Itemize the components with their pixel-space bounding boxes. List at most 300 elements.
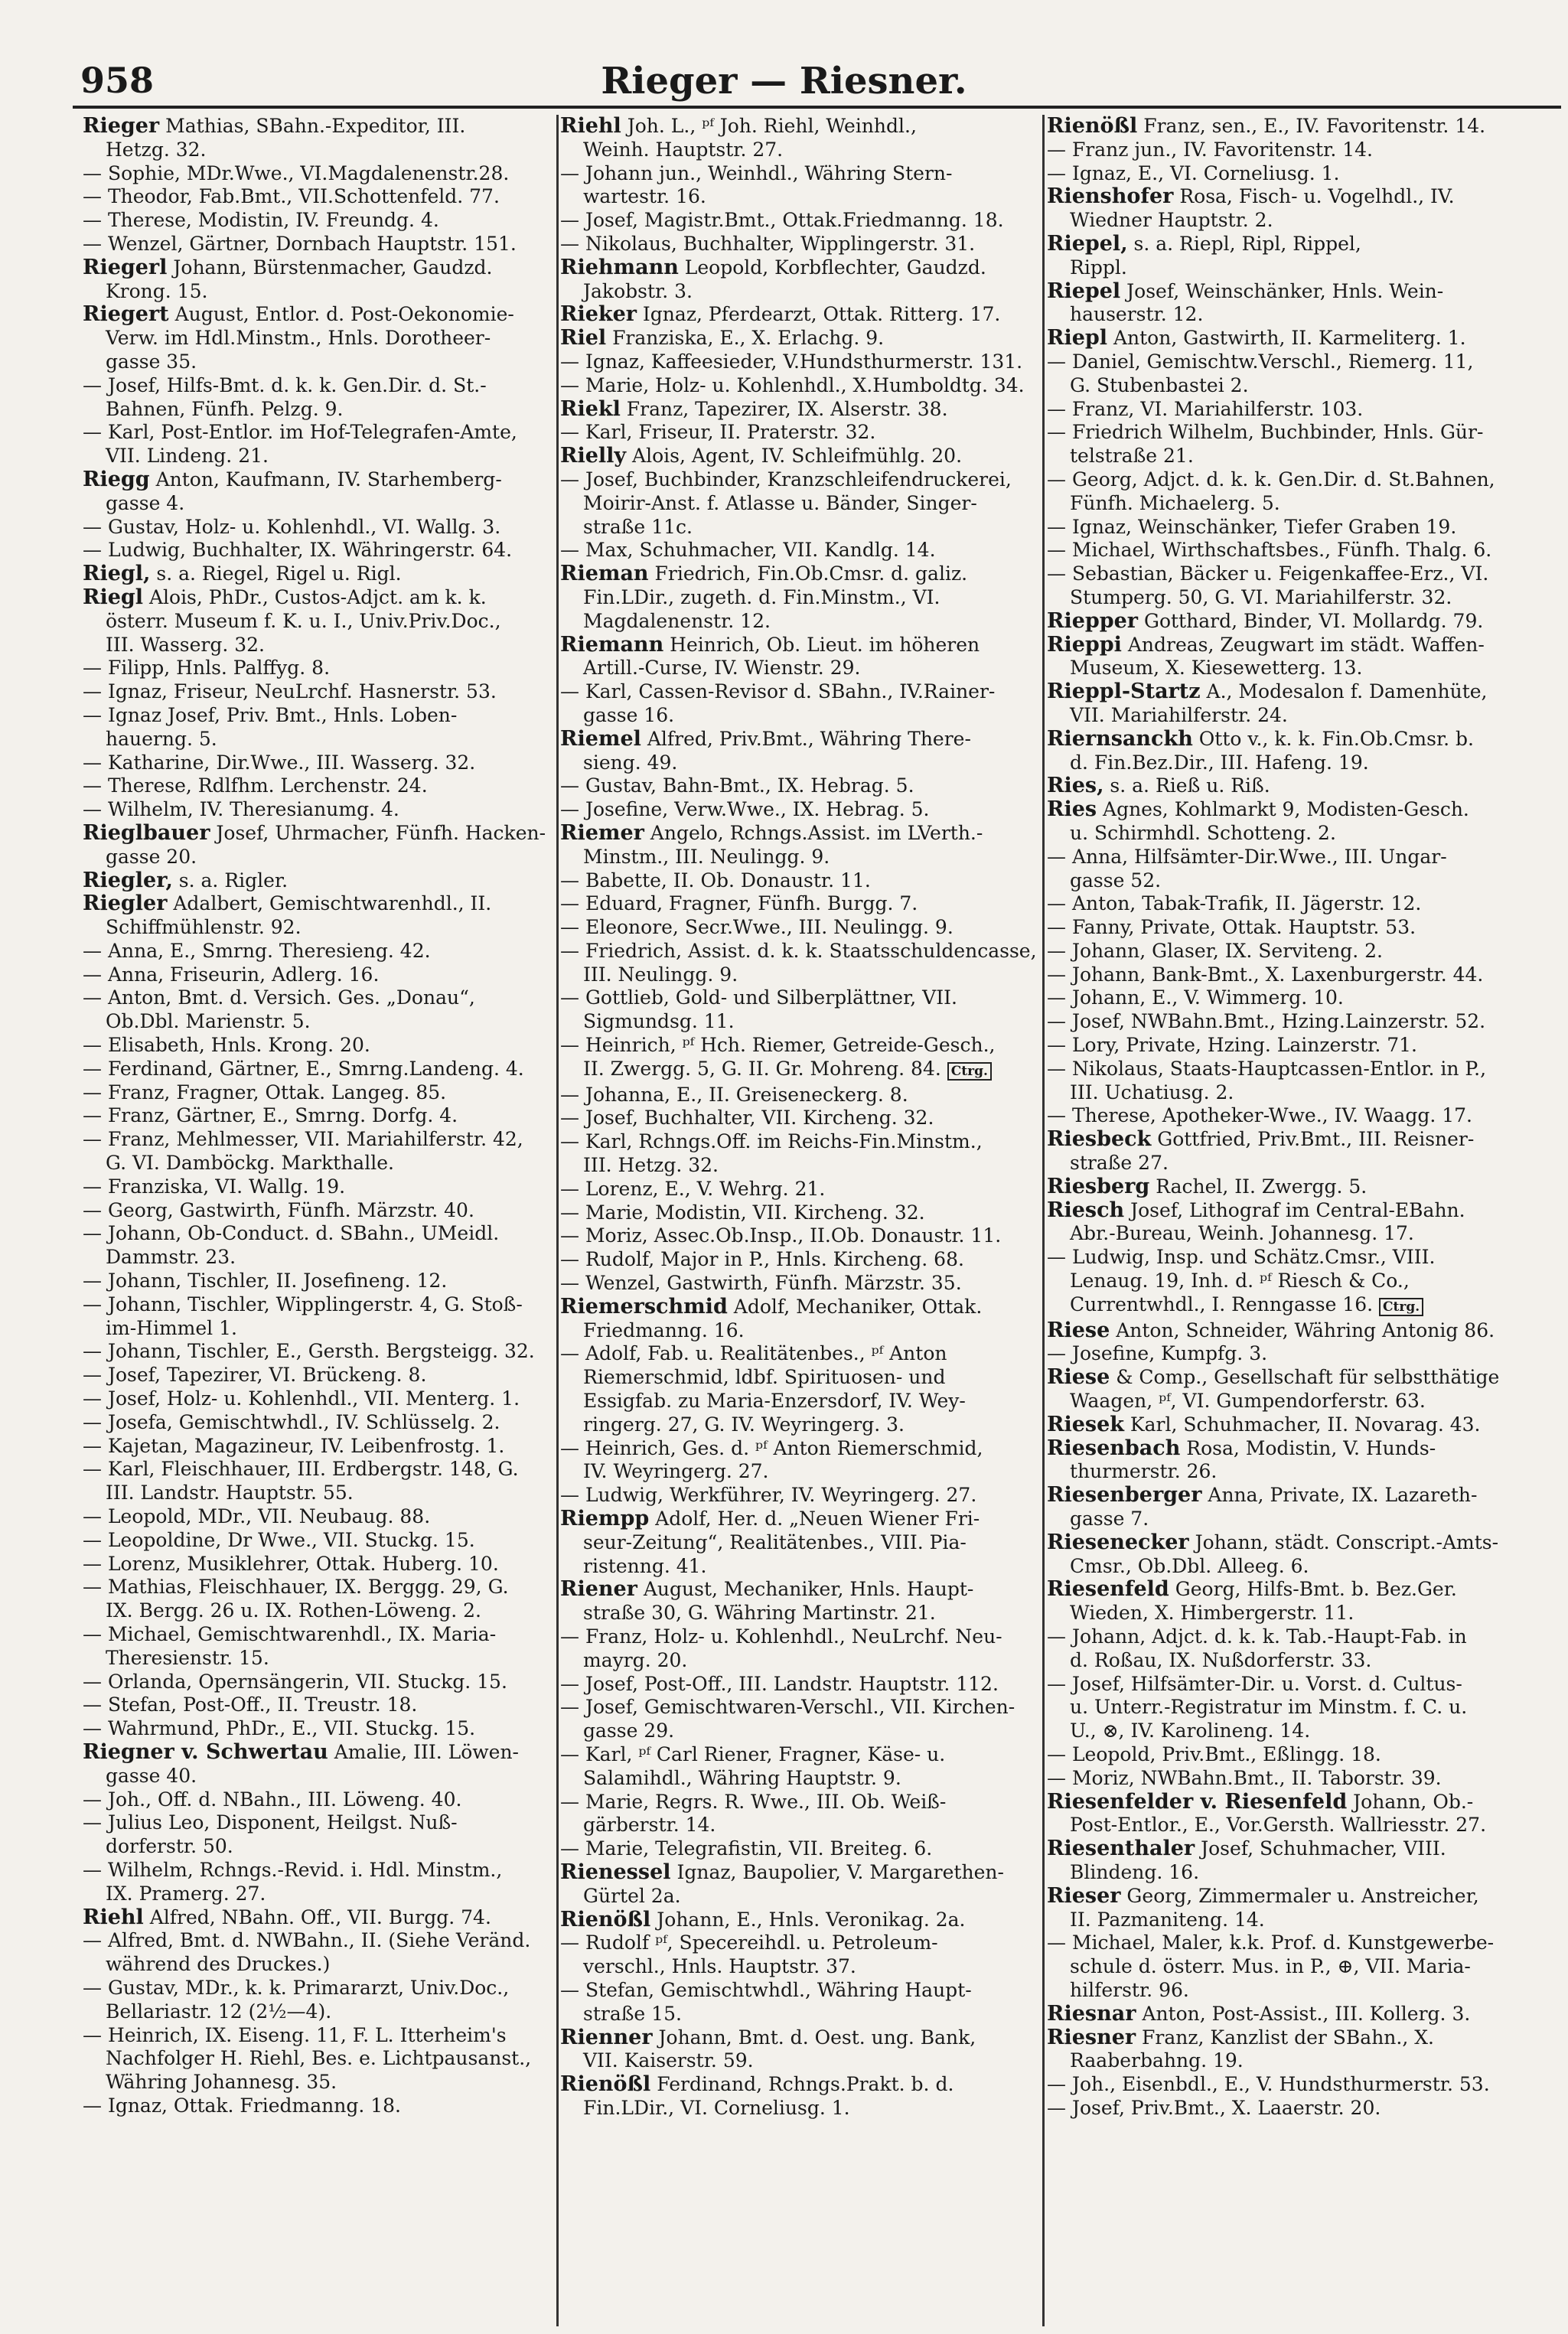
- entry-line: [560, 421, 1044, 445]
- entry-surname: Rienößl: [1047, 115, 1138, 138]
- entry-surname: Riepel,: [1047, 232, 1128, 256]
- entry-text: Josef, Uhrmacher, Fünfh. Hacken-: [210, 821, 546, 844]
- entry-line: [560, 1084, 1044, 1107]
- entry-line: [560, 774, 1044, 798]
- entry-surname: Riesbeck: [1047, 1128, 1152, 1152]
- entry-text: hauserstr. 12.: [1070, 303, 1204, 326]
- entry-text: Franz, Kanzlist der SBahn., X.: [1136, 2026, 1434, 2049]
- entry-text: — Babette, II. Ob. Donaustr. 11.: [560, 869, 871, 892]
- entry-line: [1047, 916, 1558, 940]
- entry-line: [560, 798, 1044, 822]
- entry-line: [560, 892, 1044, 916]
- entry-text: & Comp., Gesellschaft für selbstthätige: [1110, 1366, 1500, 1389]
- entry-text: Lenaug. 19, Inh. d. ᵖᶠ Riesch & Co.,: [1070, 1270, 1410, 1293]
- entry-line: [1047, 1246, 1558, 1270]
- entry-text: gasse 4.: [106, 491, 185, 514]
- entry-surname: Riegl,: [83, 562, 151, 586]
- entry-text: — Heinrich, Ges. d. ᵖᶠ Anton Riemerschmid,: [560, 1436, 983, 1459]
- entry-line: [1047, 562, 1558, 586]
- entry-line: [83, 1788, 559, 1812]
- entry-text: Sigmundsg. 11.: [583, 1010, 735, 1033]
- entry-line: [1047, 822, 1558, 846]
- entry-text: Fin.LDir., VI. Corneliusg. 1.: [583, 2096, 850, 2119]
- entry-line: [83, 1953, 559, 1977]
- entry-text: — Gottlieb, Gold- und Silberplättner, VII.: [560, 986, 957, 1009]
- entry-text: — Marie, Modistin, VII. Kircheng. 32.: [560, 1201, 925, 1224]
- entry-surname: Riesenbach: [1047, 1436, 1181, 1460]
- entry-line-head: [83, 115, 559, 139]
- entry-surname: Riel: [560, 327, 607, 350]
- entry-surname: Ries: [1047, 798, 1097, 822]
- entry-line: [83, 1435, 559, 1459]
- entry-text: VII. Lindeng. 21.: [106, 445, 269, 468]
- entry-line: [83, 2024, 559, 2048]
- entry-line: [83, 1482, 559, 1505]
- entry-surname: Riesenfelder v. Riesenfeld: [1047, 1790, 1348, 1814]
- entry-line: [83, 233, 559, 256]
- entry-surname: Riesnar: [1047, 2002, 1136, 2026]
- entry-line: [560, 1979, 1044, 2003]
- entry-line-head: [560, 445, 1044, 468]
- entry-text: Ignaz, Baupolier, V. Margarethen-: [670, 1860, 1004, 1883]
- entry-text: — Sebastian, Bäcker u. Feigenkaffee-Erz., VI.: [1047, 562, 1489, 585]
- entry-line: [83, 162, 559, 186]
- entry-line: [560, 468, 1044, 492]
- entry-text: — Marie, Regrs. R. Wwe., III. Ob. Weiß-: [560, 1790, 947, 1813]
- entry-text: — Karl, Friseur, II. Praterstr. 32.: [560, 421, 876, 444]
- entry-line: [83, 139, 559, 162]
- entry-line: [1047, 751, 1558, 775]
- entry-line: [83, 492, 559, 516]
- entry-text: — Josef, Holz- u. Kohlenhdl., VII. Menterg. 1.: [83, 1387, 520, 1410]
- entry-text: Karl, Schuhmacher, II. Novarag. 43.: [1123, 1413, 1481, 1436]
- entry-surname: Riegg: [83, 468, 150, 491]
- entry-text: — Josef, Priv.Bmt., X. Laaerstr. 20.: [1047, 2096, 1381, 2119]
- entry-line-head: [1047, 610, 1558, 634]
- entry-text: — Michael, Wirthschaftsbes., Fünfh. Thalg. 6.: [1047, 539, 1492, 562]
- entry-line: [560, 1319, 1044, 1343]
- entry-text: Museum, X. Kiesewetterg. 13.: [1070, 657, 1363, 680]
- entry-line: [560, 1010, 1044, 1034]
- entry-line: [83, 2094, 559, 2118]
- entry-text: Gotthard, Binder, VI. Mollardg. 79.: [1138, 609, 1484, 632]
- entry-text: — Marie, Holz- u. Kohlenhdl., X.Humboldtg. 34.: [560, 373, 1025, 396]
- entry-line: [83, 445, 559, 468]
- entry-line: [83, 916, 559, 940]
- entry-text: — Filipp, Hnls. Palffyg. 8.: [83, 657, 331, 680]
- entry-line-head: [1047, 1885, 1558, 1909]
- entry-line-head: [1047, 1413, 1558, 1437]
- entry-text: Mathias, SBahn.-Expeditor, III.: [159, 115, 466, 137]
- entry-line-head: [83, 1906, 559, 1930]
- entry-text: Johann, städt. Conscript.-Amts-: [1188, 1530, 1499, 1553]
- entry-line-head: [1047, 1791, 1558, 1814]
- entry-text: schule d. österr. Mus. in P., ⊕, VII. Maria-: [1070, 1955, 1471, 1978]
- entry-line-head: [1047, 680, 1558, 704]
- entry-line-head: [560, 562, 1044, 586]
- entry-surname: Rielly: [560, 445, 627, 468]
- entry-line: [1047, 421, 1558, 445]
- entry-text: Johann, Bürstenmacher, Gaudzd.: [167, 256, 493, 279]
- entry-text: Leopold, Korbflechter, Gaudzd.: [678, 256, 986, 279]
- entry-line: [560, 916, 1044, 940]
- entry-text: — Anna, E., Smrng. Theresieng. 42.: [83, 939, 431, 962]
- entry-text: — Kajetan, Magazineur, IV. Leibenfrostg. 1.: [83, 1434, 505, 1457]
- entry-surname: Riesenecker: [1047, 1530, 1189, 1554]
- entry-text: — Orlanda, Opernsängerin, VII. Stuckg. 15.: [83, 1670, 507, 1693]
- entry-text: Wieden, X. Himbergerstr. 11.: [1070, 1602, 1354, 1625]
- entry-line-head: [1047, 798, 1558, 822]
- entry-text: — Leopoldine, Dr Wwe., VII. Stuckg. 15.: [83, 1528, 475, 1551]
- entry-line: [83, 185, 559, 209]
- entry-text: — Ludwig, Werkführer, IV. Weyringerg. 27.: [560, 1484, 977, 1507]
- entry-line-head: [1047, 280, 1558, 304]
- entry-surname: Rienshofer: [1047, 185, 1174, 209]
- entry-text: s. a. Riepl, Ripl, Rippel,: [1127, 232, 1361, 255]
- entry-text: Agnes, Kohlmarkt 9, Modisten-Gesch.: [1097, 798, 1469, 821]
- entry-text: — Anna, Hilfsämter-Dir.Wwe., III. Ungar-: [1047, 845, 1447, 868]
- entry-text: — Ignaz Josef, Priv. Bmt., Hnls. Loben-: [83, 703, 458, 726]
- entry-line: [1047, 2073, 1558, 2097]
- entry-text: Georg, Hilfs-Bmt. b. Bez.Ger.: [1169, 1578, 1457, 1601]
- entry-text: August, Entlor. d. Post-Oekonomie-: [168, 303, 514, 326]
- entry-text: — Elisabeth, Hnls. Krong. 20.: [83, 1034, 370, 1057]
- entry-text: gasse 35.: [106, 350, 197, 373]
- entry-text: — Daniel, Gemischtw.Verschl., Riemerg. 11,: [1047, 350, 1474, 373]
- entry-text: III. Wasserg. 32.: [106, 633, 266, 656]
- entry-text: Essigfab. zu Maria-Enzersdorf, IV. Wey-: [583, 1390, 966, 1413]
- entry-line: [560, 1955, 1044, 1979]
- entry-line-head: [560, 1296, 1044, 1319]
- entry-line: [560, 1720, 1044, 1743]
- entry-line: [560, 1555, 1044, 1579]
- entry-line: [1047, 657, 1558, 680]
- entry-line: [560, 1390, 1044, 1413]
- entry-text: Alfred, Priv.Bmt., Währing There-: [641, 727, 971, 750]
- entry-line: [1047, 1743, 1558, 1767]
- entry-line-head: [1047, 1531, 1558, 1555]
- entry-text: — Franziska, VI. Wallg. 19.: [83, 1175, 346, 1198]
- entry-line: [83, 1081, 559, 1105]
- entry-text: Post-Entlor., E., Vor.Gersth. Wallriesstr. 27.: [1070, 1814, 1487, 1837]
- entry-surname: Riemerschmid: [560, 1295, 728, 1319]
- entry-text: d. Fin.Bez.Dir., III. Hafeng. 19.: [1070, 751, 1369, 774]
- entry-text: thurmerstr. 26.: [1070, 1460, 1218, 1483]
- entry-line-head: [560, 398, 1044, 422]
- entry-text: straße 11c.: [583, 515, 693, 538]
- entry-text: — Moriz, NWBahn.Bmt., II. Taborstr. 39.: [1047, 1766, 1442, 1789]
- entry-text: Otto v., k. k. Fin.Ob.Cmsr. b.: [1192, 727, 1475, 750]
- entry-text: im-Himmel 1.: [106, 1316, 237, 1339]
- entry-text: — Johann, E., V. Wimmerg. 10.: [1047, 986, 1344, 1009]
- entry-text: — Josef, Hilfs-Bmt. d. k. k. Gen.Dir. d. St.-: [83, 373, 487, 396]
- entry-text: — Anton, Tabak-Trafik, II. Jägerstr. 12.: [1047, 892, 1422, 915]
- entry-surname: Riemel: [560, 727, 641, 751]
- entry-text: — Therese, Rdlfhm. Lerchenstr. 24.: [83, 774, 428, 797]
- entry-text: d. Roßau, IX. Nußdorferstr. 33.: [1070, 1648, 1372, 1671]
- entry-text: — Friedrich, Assist. d. k. k. Staatsschuldencasse,: [560, 939, 1037, 962]
- entry-text: — Josef, NWBahn.Bmt., Hzing.Lainzerstr. 52.: [1047, 1010, 1486, 1033]
- entry-line-head: [1047, 233, 1558, 256]
- entry-line: [560, 1272, 1044, 1296]
- entry-surname: Riehl: [560, 115, 621, 138]
- entry-line: [1047, 1602, 1558, 1625]
- entry-line-head: [1047, 1837, 1558, 1861]
- entry-text: — Anna, Friseurin, Adlerg. 16.: [83, 963, 380, 986]
- entry-text: — Therese, Modistin, IV. Freundg. 4.: [83, 209, 439, 232]
- entry-line: [560, 586, 1044, 610]
- entry-line: [560, 1696, 1044, 1720]
- entry-line: [1047, 516, 1558, 539]
- entry-line: [83, 1647, 559, 1671]
- entry-line: [560, 516, 1044, 539]
- column-2: [560, 115, 1044, 2326]
- entry-text: — Julius Leo, Disponent, Heilgst. Nuß-: [83, 1811, 458, 1834]
- entry-text: — Johann, Glaser, IX. Serviteng. 2.: [1047, 939, 1383, 962]
- entry-surname: Riepl: [1047, 327, 1108, 350]
- entry-surname: Riesenfeld: [1047, 1578, 1169, 1602]
- entry-text: gasse 52.: [1070, 869, 1162, 892]
- entry-surname: Riekl: [560, 397, 621, 421]
- entry-text: — Ignaz, Weinschänker, Tiefer Graben 19.: [1047, 515, 1457, 538]
- entry-text: Friedrich, Fin.Ob.Cmsr. d. galiz.: [648, 562, 968, 585]
- entry-surname: Riegner v. Schwertau: [83, 1740, 328, 1764]
- entry-text: Franziska, E., X. Erlachg. 9.: [606, 327, 885, 350]
- entry-text: IV. Weyringerg. 27.: [583, 1460, 769, 1483]
- entry-line: [83, 1623, 559, 1647]
- entry-line: [83, 1058, 559, 1081]
- entry-line: [83, 1835, 559, 1859]
- entry-text: — Heinrich, IX. Eiseng. 11, F. L. Itterheim's: [83, 2023, 507, 2046]
- entry-line: [1047, 2097, 1558, 2120]
- entry-text: — Lory, Private, Hzing. Lainzerstr. 71.: [1047, 1034, 1417, 1057]
- entry-text: straße 30, G. Währing Martinstr. 21.: [583, 1602, 936, 1625]
- entry-text: — Alfred, Bmt. d. NWBahn., II. (Siehe Veränd.: [83, 1929, 531, 1952]
- entry-surname: Riernsanckh: [1047, 727, 1193, 751]
- entry-surname: Riemer: [560, 821, 644, 845]
- entry-text: Nachfolger H. Riehl, Bes. e. Lichtpausanst.,: [106, 2047, 532, 2070]
- entry-text: — Georg, Gastwirth, Fünfh. Märzstr. 40.: [83, 1198, 474, 1221]
- entry-line: [83, 2000, 559, 2024]
- entry-surname: Riesenthaler: [1047, 1837, 1195, 1861]
- entry-text: s. a. Rieß u. Riß.: [1103, 774, 1270, 797]
- entry-line: [83, 1599, 559, 1623]
- entry-line: [560, 1058, 1044, 1084]
- entry-line: [560, 1437, 1044, 1461]
- entry-line: [1047, 1931, 1558, 1955]
- entry-text: Anton, Post-Assist., III. Kollerg. 3.: [1136, 2002, 1471, 2025]
- entry-line: [1047, 398, 1558, 422]
- entry-line-head: [560, 1861, 1044, 1885]
- entry-text: III. Uchatiusg. 2.: [1070, 1081, 1234, 1103]
- entry-text: Josef, Schuhmacher, VIII.: [1195, 1837, 1446, 1860]
- entry-text: Anna, Private, IX. Lazareth-: [1201, 1484, 1478, 1507]
- entry-line: [83, 1199, 559, 1223]
- entry-line-head: [560, 634, 1044, 657]
- entry-line: [560, 869, 1044, 893]
- entry-text: Currentwhdl., I. Renngasse 16.: [1070, 1293, 1374, 1315]
- entry-text: — Gustav, Holz- u. Kohlenhdl., VI. Wallg. 3.: [83, 515, 501, 538]
- entry-text: — Max, Schuhmacher, VII. Kandlg. 14.: [560, 539, 936, 562]
- entry-text: Angelo, Rchngs.Assist. im LVerth.-: [644, 821, 983, 844]
- entry-line: [560, 1178, 1044, 1201]
- entry-line: [83, 1717, 559, 1741]
- entry-line: [560, 610, 1044, 634]
- entry-text: — Nikolaus, Staats-Hauptcassen-Entlor. in P.,: [1047, 1057, 1487, 1080]
- entry-line-head: [560, 303, 1044, 327]
- entry-text: — Josef, Post-Off., III. Landstr. Hauptstr. 112.: [560, 1672, 999, 1695]
- entry-line: [560, 1154, 1044, 1178]
- entry-text: IX. Pramerg. 27.: [106, 1882, 266, 1905]
- entry-line: [1047, 1104, 1558, 1128]
- entry-text: Abr.-Bureau, Weinh. Johannesg. 17.: [1070, 1222, 1414, 1245]
- entry-text: Rosa, Modistin, V. Hunds-: [1180, 1436, 1436, 1459]
- entry-line-head: [1047, 185, 1558, 209]
- entry-line: [1047, 1222, 1558, 1246]
- entry-line: [83, 798, 559, 822]
- entry-text: — Joh., Eisenbdl., E., V. Hundsthurmerstr. 53.: [1047, 2073, 1490, 2096]
- entry-line: [560, 233, 1044, 256]
- entry-line-head: [83, 586, 559, 610]
- entry-line-head: [83, 303, 559, 327]
- entry-text: gärberstr. 14.: [583, 1814, 716, 1837]
- entry-line: [1047, 539, 1558, 562]
- entry-text: — Michael, Maler, k.k. Prof. d. Kunstgewerbe-: [1047, 1931, 1495, 1954]
- entry-text: — Ignaz, Kaffeesieder, V.Hundsthurmerstr. 131.: [560, 350, 1023, 373]
- entry-line-head: [83, 562, 559, 586]
- entry-line-head: [1047, 728, 1558, 751]
- entry-line: [560, 963, 1044, 987]
- entry-surname: Riehmann: [560, 256, 679, 279]
- entry-line: [83, 398, 559, 422]
- entry-line: [83, 1929, 559, 1953]
- entry-line: [560, 209, 1044, 233]
- entry-text: Ob.Dbl. Marienstr. 5.: [106, 1010, 311, 1033]
- entry-line: [1047, 374, 1558, 398]
- entry-line: [83, 680, 559, 704]
- entry-line: [83, 1883, 559, 1906]
- entry-line: [83, 1010, 559, 1034]
- entry-text: gasse 7.: [1070, 1508, 1149, 1530]
- entry-line-head: [1047, 1578, 1558, 1602]
- entry-line: [1047, 1649, 1558, 1673]
- entry-text: u. Schirmhdl. Schotteng. 2.: [1070, 821, 1336, 844]
- entry-line: [1047, 1390, 1558, 1413]
- entry-text: Waagen, ᵖᶠ, VI. Gumpendorferstr. 63.: [1070, 1390, 1426, 1413]
- entry-surname: Riemann: [560, 633, 664, 657]
- entry-text: — Michael, Gemischtwarenhdl., IX. Maria-: [83, 1623, 497, 1645]
- entry-text: — Franz, Gärtner, E., Smrng. Dorfg. 4.: [83, 1104, 458, 1127]
- entry-surname: Riepper: [1047, 609, 1139, 633]
- entry-text: Fin.LDir., zugeth. d. Fin.Minstm., VI.: [583, 585, 940, 608]
- entry-text: Weinh. Hauptstr. 27.: [583, 138, 784, 161]
- entry-surname: Rienessel: [560, 1860, 671, 1884]
- entry-text: wartestr. 16.: [583, 185, 706, 208]
- entry-line-head: [1047, 327, 1558, 350]
- entry-line: [83, 1529, 559, 1553]
- entry-line: [83, 1222, 559, 1246]
- entry-line: [560, 1885, 1044, 1909]
- entry-line-head: [560, 1909, 1044, 1932]
- entry-text: Adolf, Her. d. „Neuen Wiener Fri-: [649, 1508, 980, 1530]
- entry-surname: Rieppl-Startz: [1047, 680, 1201, 704]
- entry-line: [83, 940, 559, 963]
- entry-line: [1047, 256, 1558, 280]
- entry-line: [1047, 940, 1558, 963]
- entry-line: [560, 139, 1044, 162]
- entry-text: — Lorenz, Musiklehrer, Ottak. Huberg. 10.: [83, 1552, 499, 1575]
- entry-text: — Stefan, Post-Off., II. Treustr. 18.: [83, 1693, 418, 1716]
- entry-text: — Ignaz, Friseur, NeuLrchf. Hasnerstr. 53.: [83, 680, 497, 703]
- entry-line: [560, 751, 1044, 775]
- entry-text: — Johann, Tischler, II. Josefineng. 12.: [83, 1270, 448, 1293]
- entry-line: [83, 1104, 559, 1128]
- entry-line: [1047, 1010, 1558, 1034]
- entry-text: mayrg. 20.: [583, 1648, 688, 1671]
- entry-text: Jakobstr. 3.: [583, 279, 693, 302]
- entry-text: — Karl, Rchngs.Off. im Reichs-Fin.Minstm.,: [560, 1130, 983, 1153]
- entry-line: [83, 1859, 559, 1883]
- entry-line: [560, 1602, 1044, 1625]
- entry-surname: Riesek: [1047, 1413, 1124, 1436]
- entry-line: [83, 1576, 559, 1599]
- entry-line: [1047, 1720, 1558, 1743]
- entry-surname: Riempp: [560, 1508, 650, 1531]
- entry-text: — Moriz, Assec.Ob.Insp., II.Ob. Donaustr. 11.: [560, 1224, 1002, 1247]
- entry-text: Joh. L., ᵖᶠ Joh. Riehl, Weinhdl.,: [621, 115, 917, 137]
- entry-line: [560, 1743, 1044, 1767]
- entry-line: [83, 516, 559, 539]
- entry-text: — Josef, Magistr.Bmt., Ottak.Friedmanng. 18.: [560, 209, 1004, 232]
- entry-line: [83, 1811, 559, 1835]
- entry-line: [83, 374, 559, 398]
- entry-line: [560, 1837, 1044, 1861]
- entry-text: — Ferdinand, Gärtner, E., Smrng.Landeng. 4.: [83, 1057, 524, 1080]
- entry-text: Franz, sen., E., IV. Favoritenstr. 14.: [1137, 115, 1486, 137]
- entry-line: [1047, 303, 1558, 327]
- entry-line-head: [83, 1741, 559, 1765]
- entry-line: [560, 1625, 1044, 1649]
- entry-text: Georg, Zimmermaler u. Anstreicher,: [1120, 1884, 1479, 1907]
- entry-text: — Marie, Telegrafistin, VII. Breiteg. 6.: [560, 1837, 933, 1860]
- entry-surname: Riese: [1047, 1319, 1110, 1342]
- entry-line-head: [1047, 2026, 1558, 2050]
- entry-line: [560, 1201, 1044, 1225]
- entry-line: [83, 1340, 559, 1364]
- entry-line: [1047, 350, 1558, 374]
- entry-surname: Riegler,: [83, 869, 173, 892]
- entry-text: gasse 20.: [106, 845, 197, 868]
- entry-text: — Josef, Buchbinder, Kranzschleifendruckerei,: [560, 468, 1012, 491]
- entry-line: [1047, 869, 1558, 893]
- entry-text: Alfred, NBahn. Off., VII. Burgg. 74.: [143, 1905, 491, 1928]
- entry-text: — Fanny, Private, Ottak. Hauptstr. 53.: [1047, 916, 1416, 939]
- entry-line: [83, 728, 559, 751]
- entry-text: Alois, PhDr., Custos-Adjct. am k. k.: [143, 585, 487, 608]
- boxed-mark: Ctrg.: [947, 1062, 992, 1081]
- entry-line: [83, 1175, 559, 1199]
- entry-line: [560, 1413, 1044, 1437]
- entry-line: [83, 539, 559, 562]
- boxed-mark: Ctrg.: [1379, 1298, 1423, 1316]
- entry-line-head: [83, 256, 559, 280]
- entry-line: [83, 1364, 559, 1387]
- entry-text: Heinrich, Ob. Lieut. im höheren: [663, 633, 980, 656]
- entry-line: [83, 327, 559, 350]
- entry-text: Cmsr., Ob.Dbl. Alleeg. 6.: [1070, 1554, 1309, 1577]
- entry-line: [1047, 492, 1558, 516]
- entry-line-head: [83, 822, 559, 846]
